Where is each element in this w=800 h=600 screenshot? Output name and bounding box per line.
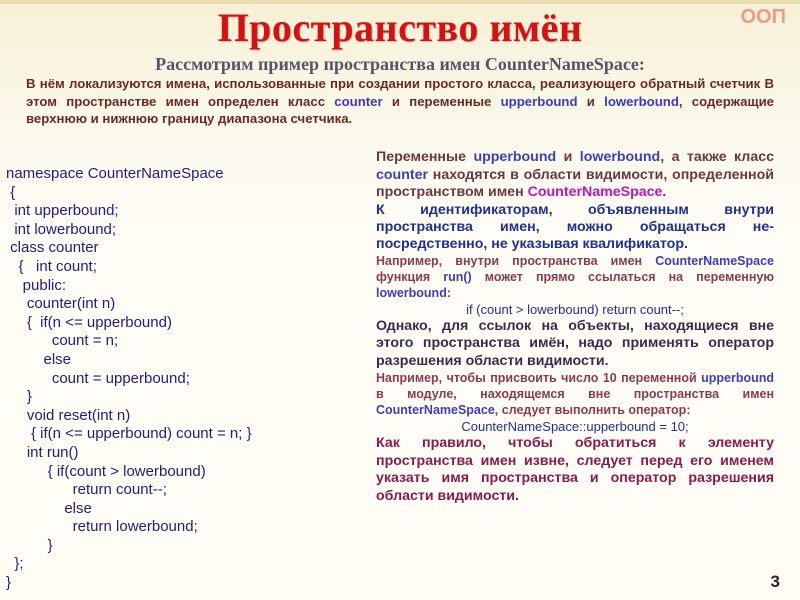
- text: .: [662, 184, 667, 200]
- code-line: int run(): [6, 443, 79, 461]
- namespace-name: CounterNameSpace: [527, 184, 663, 200]
- text: , а также класс: [660, 149, 774, 165]
- code-line: { if(n <= upperbound) count = n; }: [6, 425, 252, 443]
- slide-title: Пространство имён: [217, 5, 583, 50]
- text: Например, внутри пространства имен: [376, 253, 656, 268]
- keyword: run(): [443, 269, 472, 284]
- intro-keyword: upperbound: [500, 93, 578, 109]
- code-line: int lowerbound;: [6, 220, 117, 238]
- intro-text: , содержащие верхнюю и нижнюю границу диапазона счетчика.: [26, 93, 775, 126]
- code-line: { if(count > lowerbound): [6, 462, 206, 480]
- code-line: else: [6, 499, 92, 517]
- code-line: namespace CounterNameSpace: [6, 165, 224, 182]
- namespace-name: CounterNameSpace: [655, 253, 774, 268]
- text: Переменные: [376, 149, 474, 165]
- text: :: [446, 285, 451, 300]
- code-line: counter(int n): [6, 295, 116, 313]
- intro-paragraph: [26, 75, 774, 128]
- page-number: 3: [770, 572, 780, 591]
- code-line: else: [6, 350, 72, 368]
- code-listing: [6, 165, 366, 593]
- intro-keyword: counter: [334, 93, 383, 109]
- text: находятся в области видимости, определенной пространством имен: [376, 166, 774, 200]
- keyword: upperbound: [701, 371, 774, 385]
- code-line: public:: [6, 276, 67, 294]
- text: функция: [376, 269, 444, 284]
- code-line: { if(n <= upperbound): [6, 313, 172, 331]
- code-line: count = upperbound;: [6, 369, 190, 387]
- code-line: void reset(int n): [6, 406, 131, 424]
- code-line: class counter: [6, 239, 99, 257]
- code-example-1: if (count > lowerbound) return count--;: [466, 301, 684, 317]
- code-line: return lowerbound;: [6, 518, 198, 536]
- intro-text: и переменные: [382, 93, 501, 109]
- text: и: [556, 149, 580, 165]
- code-line: }: [6, 536, 53, 554]
- keyword: lowerbound: [376, 285, 447, 300]
- keyword: lowerbound: [579, 149, 661, 165]
- code-line: { int count;: [6, 257, 97, 275]
- explanation-column: [376, 149, 774, 505]
- code-line: count = n;: [6, 332, 119, 350]
- explanation-paragraph-3: Однако, для ссылок на объекты, находящиеся вне этого пространства имён, надо применять оператор разрешения области видимости.: [376, 317, 774, 369]
- text: , следует выполнить оператор:: [494, 403, 691, 417]
- code-line: return count--;: [6, 481, 167, 499]
- text: Например, чтобы присвоить число 10 переменной: [376, 371, 702, 385]
- code-line: }: [6, 388, 32, 406]
- text: в модуле, находящемся вне пространства имен: [376, 387, 774, 401]
- explanation-paragraph-1: [376, 149, 774, 202]
- namespace-name: CounterNameSpace: [376, 403, 495, 417]
- example-paragraph-2: [376, 370, 774, 418]
- text: может прямо ссылаться на переменную: [471, 269, 775, 284]
- code-example-2: CounterNameSpace::upperbound = 10;: [461, 419, 689, 434]
- keyword: counter: [376, 166, 429, 183]
- keyword: upperbound: [473, 149, 557, 165]
- code-line: {: [6, 183, 16, 201]
- intro-keyword: lowerbound: [604, 93, 679, 109]
- intro-text: В нём локализуются имена, использованные при создании простого класса, реализующего обратный счетчик В этом пространстве имен определен класс: [26, 76, 774, 109]
- code-line: }: [6, 574, 12, 592]
- intro-text: и: [577, 93, 605, 109]
- code-line: int upperbound;: [6, 202, 119, 220]
- code-line: };: [6, 555, 24, 573]
- example-paragraph-1: [376, 253, 774, 301]
- conclusion-paragraph: Как правило, чтобы обратиться к элементу пространства имен извне, следует перед его именем указать имя пространства и оператор разрешения области видимости.: [376, 435, 774, 504]
- course-label: ООП: [740, 6, 786, 28]
- explanation-paragraph-2: К идентификаторам, объявленным внутри пространства имен, можно обращаться не-посредственно, не указывая квалификатор.: [376, 201, 774, 252]
- slide-subtitle: Рассмотрим пример пространства имен CounterNameSpace:: [155, 54, 645, 74]
